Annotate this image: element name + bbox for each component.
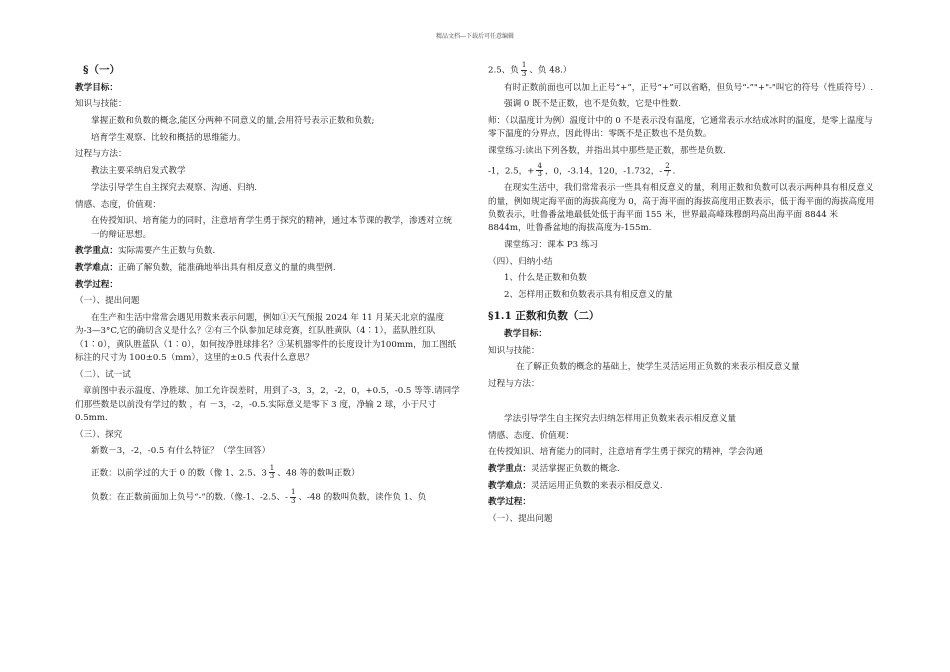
key-text-2: 灵活掌握正负数的概念. xyxy=(530,463,620,474)
process-heading: 教学过程： xyxy=(75,279,118,290)
emotion-text-2: 在传授知识、培育能力的同时，注意培育学生勇于探究的精神，学会沟通 xyxy=(488,447,764,458)
teacher-text: 师：（以温度计为例）温度计中的 0 不是表示没有温度，它通常表示水结成冰时的温度，是零上温度与零下温度的分界点，因此得出：零既不是正数也不是负数。 xyxy=(488,116,873,140)
right-column xyxy=(488,62,878,530)
negative-text-b: 、-48 的数叫负数，读作负 1、负 xyxy=(298,492,427,503)
positive-definition xyxy=(75,465,460,481)
difficult-point-2 xyxy=(488,480,878,493)
continued-text-a: 2.5、负 xyxy=(488,65,519,76)
knowledge-text-1: 掌握正数和负数的概念,能区分两种不同意义的量,会用符号表示正数和负数; xyxy=(91,116,375,127)
step-2-heading: （二）、试一试 xyxy=(75,369,131,380)
sign-text: 有时正数前面也可以加上正号“+”，正号“+”可以省略，但负号“-”"+"-"叫它的符号（性质符号）. xyxy=(504,82,874,93)
summary-1: 1、什么是正数和负数 xyxy=(504,273,587,284)
continued-fraction: $\frac{1}{3}$ xyxy=(521,61,527,78)
negative-fraction: $\frac{1}{3}$ xyxy=(290,488,296,505)
process-heading-2: 教学过程： xyxy=(488,497,531,508)
number-list-a: -1，2.5，+ xyxy=(488,166,535,177)
key-point-2 xyxy=(488,463,878,476)
key-label: 教学重点： xyxy=(75,246,118,257)
fraction-two-sevenths: $\frac{2}{7}$ xyxy=(665,161,670,179)
difficult-point xyxy=(75,262,460,275)
spacer xyxy=(488,395,878,413)
difficult-text-2: 灵活运用正负数的来表示相反意义. xyxy=(530,480,663,491)
key-text: 实际需要产生正数与负数. xyxy=(117,246,216,257)
step-3-text: 新数－3，-2，-0.5 有什么特征？（学生回答） xyxy=(91,446,271,457)
step-1-text: 在生产和生活中常常会遇见用数来表示问题，例如①天气预报 2024 年 11 月某天北京的温度为-3—3°C,它的确切含义是什么？②有三个队参加足球竞赛，红队胜黄队（4∶1），蓝队胜红队（1∶0），黄队胜蓝队（1∶0），如何按净胜球排名？③某机器零件的长度设计为100mm，加工图纸标注的尺寸为 100±0.5（mm），这里的±0.5 代表什么意思？ xyxy=(75,313,457,364)
process-label: 过程与方法： xyxy=(75,149,127,160)
process-text-1: 教法主要采纳启发式教学 xyxy=(91,166,186,177)
negative-definition xyxy=(75,489,460,505)
section-title: §（一） xyxy=(83,64,120,76)
knowledge-text-2-1: 在了解正负数的概念的基础上，使学生灵活运用正负数的来表示相反意义量 xyxy=(516,362,800,373)
goals-heading-2: 教学目标： xyxy=(504,328,547,339)
knowledge-text-2: 培育学生观察、比较和概括的思维能力。 xyxy=(91,132,246,143)
difficult-text: 正确了解负数，能准确地举出具有相反意义的量的典型例. xyxy=(117,263,336,273)
negative-text-a: 负数：在正数前面加上负号“-”的数.（像-1、-2.5、- xyxy=(91,492,288,503)
left-column xyxy=(75,56,460,509)
positive-fraction: $\frac{1}{3}$ xyxy=(269,463,275,481)
number-list-c: . xyxy=(672,166,676,177)
knowledge-label: 知识与技能： xyxy=(75,99,127,110)
step-2-text: 章前图中表示温度、净胜球、加工允许误差时，用到了-3，3，2，-2，0，+0.5，-0.5 等等.请同学们那些数是以前没有学过的数 ，有 －3，-2，-0.5.实际意义是零下 3 度，净输 2 球，小于尺寸 0.5mm. xyxy=(75,386,460,424)
number-list-b: ，0，-3.14，120，-1.732，- xyxy=(544,166,663,177)
emotion-label: 情感、态度，价值观： xyxy=(75,199,161,210)
positive-text-b: 、48 等的数叫正数） xyxy=(277,468,360,479)
summary-2: 2、怎样用正数和负数表示具有相反意义的量 xyxy=(504,290,673,301)
knowledge-label-2: 知识与技能： xyxy=(488,345,540,356)
positive-text-a: 正数：以前学过的大于 0 的数（像 1、2.5、 xyxy=(91,468,262,479)
step-3-heading: （三）、探究 xyxy=(75,429,123,440)
number-list xyxy=(488,163,878,179)
practice-2: 课堂练习：课本 P3 练习 xyxy=(504,239,599,250)
step-1-heading: （一）、提出问题 xyxy=(75,296,140,307)
difficult-label: 教学难点： xyxy=(75,263,118,273)
zero-text: 强调 0 既不是正数，也不是负数，它是中性数. xyxy=(504,99,681,110)
practice-1: 课堂练习:读出下列各数，并指出其中那些是正数，那些是负数. xyxy=(488,146,726,157)
process-text-2-1: 学法引导学生自主探究去归纳怎样用正负数来表示相反意义量 xyxy=(504,413,737,424)
step-4-heading: （四）、归纳小结 xyxy=(488,256,553,267)
process-label-2: 过程与方法： xyxy=(488,379,540,390)
key-label-2: 教学重点： xyxy=(488,463,531,474)
emotion-text: 在传授知识、培育能力的同时，注意培育学生勇于探究的精神，通过本节课的教学，渗透对立统一的辩证思想。 xyxy=(91,216,452,240)
page-header: 精品文档---下载后可任意编辑 xyxy=(435,33,515,40)
section-2-title: §1.1 正数和负数（二） xyxy=(488,310,600,323)
step-1-heading-2: （一）、提出问题 xyxy=(488,514,553,525)
difficult-label-2: 教学难点： xyxy=(488,480,531,491)
key-point xyxy=(75,245,460,258)
continued-text-b: 、负 48.） xyxy=(529,65,572,76)
real-life-text: 在现实生活中，我们常常表示一些具有相反意义的量，利用正数和负数可以表示两种具有相反意义的量，例如规定海平面的海拔高度为 0，高于海平面的海拔高度用正数表示，低于海平面的海拔高度用负数表示，吐鲁番盆地最低处低于海平面 155 米，世界最高峰珠穆朗玛高出海平面 8844 米 8844m，吐鲁番盆地的海拔高度为-155m. xyxy=(488,183,875,234)
positive-mixed-whole: 3 xyxy=(261,468,267,479)
process-text-2: 学法引导学生自主探究去观察、沟通、归纳. xyxy=(91,182,258,193)
emotion-label-2: 情感、态度、价值观： xyxy=(488,430,574,441)
goals-heading: 教学目标： xyxy=(75,82,118,93)
continued-line xyxy=(488,62,878,78)
fraction-four-thirds: $\frac{4}{3}$ xyxy=(537,161,542,179)
